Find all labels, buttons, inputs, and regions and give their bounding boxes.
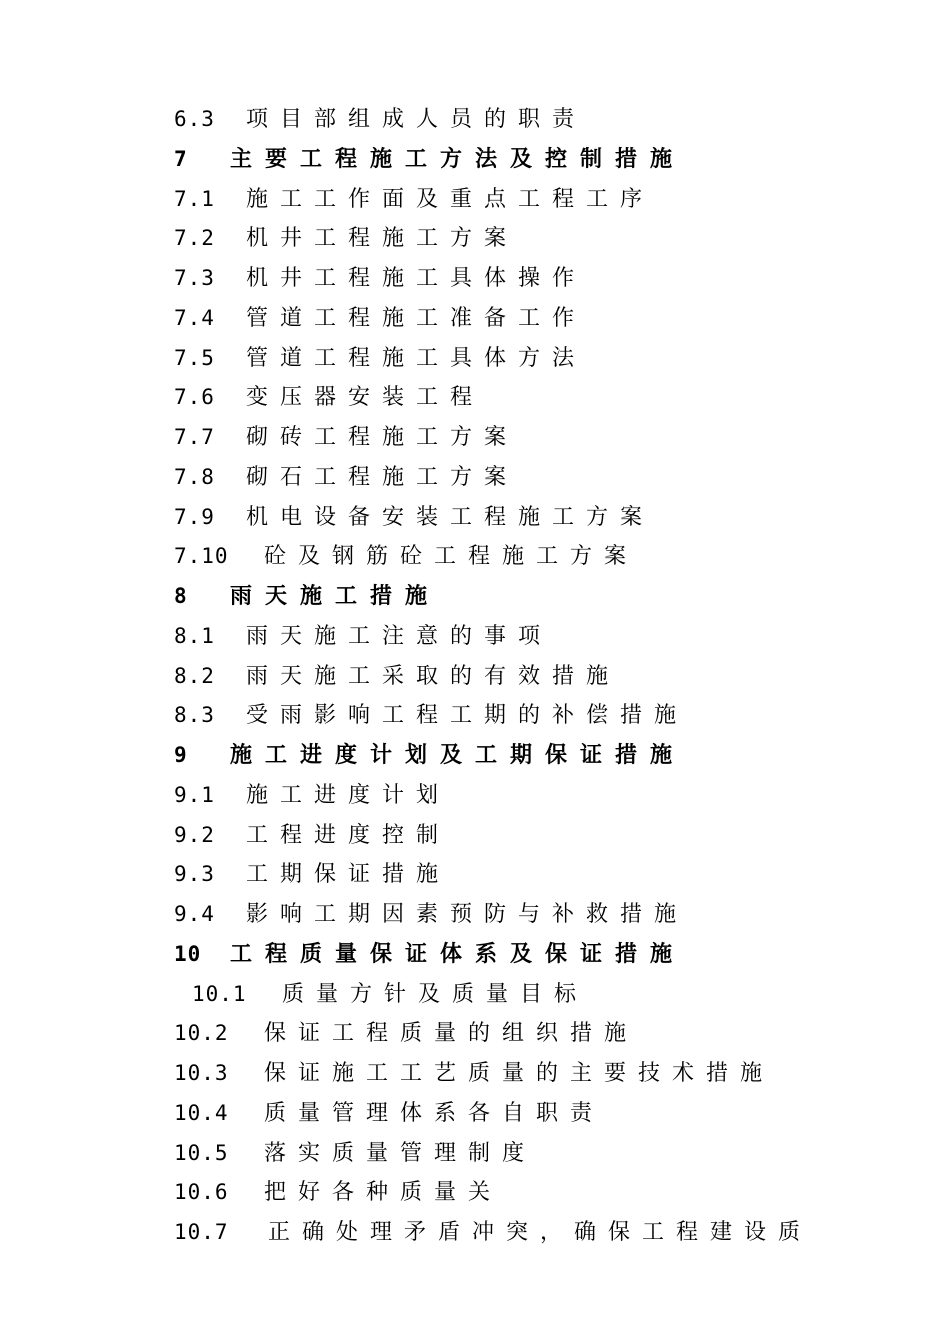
toc-number: 8 (174, 584, 188, 608)
toc-entry (174, 1134, 874, 1174)
toc-entry (174, 1054, 874, 1094)
toc-number: 9.3 (174, 862, 215, 887)
toc-heading (174, 577, 874, 617)
toc-title: 雨天施工采取的有效措施 (246, 663, 621, 689)
toc-entry (174, 696, 874, 736)
toc-title: 雨天施工措施 (230, 583, 441, 609)
toc-number: 10 (174, 941, 202, 966)
toc-entry (174, 1094, 874, 1134)
toc-title: 施工进度计划及工期保证措施 (230, 742, 686, 768)
toc-entry (174, 100, 874, 140)
toc-title: 砌砖工程施工方案 (246, 425, 519, 450)
toc-number: 9 (174, 743, 188, 767)
toc-entry (174, 657, 874, 697)
toc-title: 雨天施工注意的事项 (246, 623, 553, 649)
toc-heading (174, 736, 874, 776)
toc-title: 质量管理体系各自职责 (264, 1100, 605, 1126)
toc-title: 变压器安装工程 (246, 385, 485, 411)
toc-title: 施工进度计划 (246, 782, 451, 808)
toc-entry (174, 418, 874, 458)
toc-entry (174, 378, 874, 418)
toc-entry (174, 975, 874, 1015)
toc-number: 10.5 (174, 1140, 229, 1165)
table-of-contents (174, 100, 874, 1253)
toc-title: 保证工程质量的组织措施 (264, 1021, 639, 1047)
toc-title: 正确处理矛盾冲突，确保工程建设质 (268, 1220, 813, 1245)
toc-title: 工期保证措施 (246, 862, 451, 888)
toc-title: 保证施工工艺质量的主要技术措施 (264, 1061, 775, 1086)
toc-title: 砌石工程施工方案 (246, 464, 519, 490)
toc-number: 7.6 (174, 385, 215, 410)
toc-number: 7.5 (174, 345, 215, 370)
toc-entry (174, 180, 874, 220)
toc-entry (174, 299, 874, 339)
toc-number: 7.4 (174, 305, 215, 330)
toc-heading (174, 140, 874, 180)
toc-title: 落实质量管理制度 (264, 1140, 537, 1166)
toc-title: 影响工期因素预防与补救措施 (246, 902, 689, 927)
toc-entry (174, 498, 874, 538)
toc-number: 7.7 (174, 425, 215, 449)
toc-entry (174, 816, 874, 856)
toc-title: 机井工程施工具体操作 (246, 266, 587, 291)
toc-number: 9.1 (174, 782, 215, 807)
toc-number: 10.1 (192, 981, 247, 1006)
toc-heading (174, 935, 874, 975)
toc-entry (174, 219, 874, 259)
toc-number: 9.4 (174, 902, 215, 926)
toc-entry (174, 776, 874, 816)
toc-entry (174, 855, 874, 895)
toc-title: 机电设备安装工程施工方案 (246, 504, 655, 530)
toc-number: 8.2 (174, 663, 215, 688)
toc-number: 7.9 (174, 504, 215, 529)
toc-number: 8.3 (174, 703, 215, 728)
toc-entry (174, 617, 874, 657)
toc-title: 受雨影响工程工期的补偿措施 (246, 703, 689, 729)
toc-number: 7.2 (174, 226, 215, 251)
toc-number: 7.10 (174, 544, 229, 569)
toc-title: 机井工程施工方案 (246, 226, 519, 252)
toc-number: 10.2 (174, 1021, 229, 1046)
toc-title: 管道工程施工具体方法 (246, 345, 587, 371)
toc-title: 工程质量保证体系及保证措施 (230, 940, 686, 967)
toc-number: 9.2 (174, 822, 215, 847)
toc-number: 7 (174, 146, 188, 171)
toc-title: 管道工程施工准备工作 (246, 305, 587, 331)
toc-number: 8.1 (174, 623, 215, 648)
toc-entry (174, 458, 874, 498)
toc-title: 把好各种质量关 (264, 1180, 503, 1206)
toc-title: 主要工程施工方法及控制措施 (230, 145, 686, 172)
toc-entry (174, 895, 874, 935)
toc-number: 7.3 (174, 266, 215, 290)
toc-number: 10.6 (174, 1180, 229, 1205)
toc-number: 10.3 (174, 1061, 229, 1085)
toc-number: 6.3 (174, 107, 215, 131)
toc-number: 10.4 (174, 1100, 229, 1125)
toc-entry (174, 259, 874, 299)
toc-entry (174, 1173, 874, 1213)
toc-entry (174, 339, 874, 379)
toc-title: 施工工作面及重点工程工序 (246, 186, 655, 212)
toc-number: 7.8 (174, 464, 215, 489)
toc-title: 质量方针及质量目标 (282, 981, 589, 1007)
toc-entry (174, 1213, 874, 1253)
toc-title: 砼及钢筋砼工程施工方案 (264, 544, 639, 570)
toc-title: 项目部组成人员的职责 (246, 107, 587, 132)
toc-number: 10.7 (174, 1220, 229, 1244)
toc-entry (174, 537, 874, 577)
toc-number: 7.1 (174, 186, 215, 211)
toc-entry (174, 1014, 874, 1054)
toc-title: 工程进度控制 (246, 822, 451, 848)
